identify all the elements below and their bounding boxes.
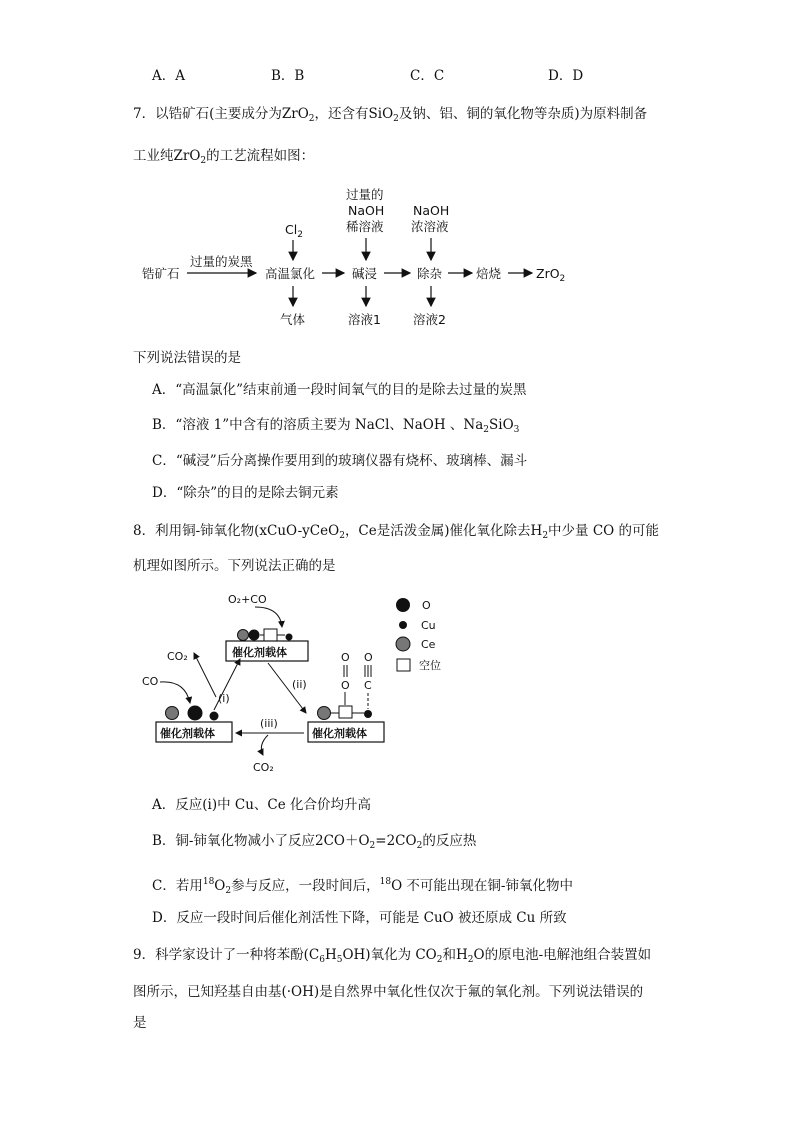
option-d: D．D	[548, 68, 584, 84]
q8-option-c: C．若用$^{18}O_2$参与反应，一段时间后，$^{18}$O 不可能出现在铜-铈氧化物中	[152, 877, 573, 896]
legend-ce: Ce	[421, 638, 436, 651]
legend-vacancy-icon	[397, 659, 410, 671]
flow-solution2: 溶液2	[413, 312, 446, 327]
option-c: C．C	[410, 68, 445, 84]
mechanism-diagram	[130, 585, 480, 780]
label-co2-top: CO₂	[167, 650, 188, 663]
flow-gas: 气体	[280, 312, 306, 327]
vacancy	[264, 629, 277, 641]
process-flowchart	[130, 180, 590, 335]
q9-stem-line2: 图所示，已知羟基自由基(·OH)是自然界中氧化性仅次于氟的氧化剂。下列说法错误的	[133, 984, 644, 1000]
flow-cl2: $Cl_2$	[285, 222, 303, 240]
q8-option-a: A．反应(i)中 Cu、Ce 化合价均升高	[152, 797, 372, 813]
q9-stem-line3: 是	[133, 1015, 147, 1031]
label-c-adsorbed: C	[364, 679, 372, 692]
flow-step-calcine: 焙烧	[476, 266, 502, 281]
label-step-ii: (ii)	[292, 678, 307, 691]
flow-product: ZrO$_2$	[536, 266, 566, 284]
label-step-i: (i)	[218, 692, 230, 705]
label-co-in: CO	[142, 675, 159, 688]
flow-step-purify: 除杂	[417, 266, 443, 281]
label-o-adsorbed: O	[341, 651, 350, 664]
cu-atom	[286, 634, 293, 641]
flow-naoh2-l2: 浓溶液	[411, 219, 449, 234]
q7-stem-line2: 工业纯ZrO$_2$的工艺流程如图：	[133, 148, 315, 166]
option-a: A．A	[152, 68, 185, 84]
support-right: 催化剂载体	[312, 727, 367, 740]
option-b: B．B	[271, 68, 305, 84]
q7-option-c: C．“碱浸”后分离操作要用到的玻璃仪器有烧杯、玻璃棒、漏斗	[152, 453, 528, 469]
q7-option-a: A．“高温氯化”结束前通一段时间氧气的目的是除去过量的炭黑	[152, 382, 527, 398]
q8-stem-line1: 8．利用铜-铈氧化物(xCuO-yCeO$_2$，Ce是活泼金属)催化氧化除去$H_2$中少量 CO 的可能	[133, 523, 660, 541]
legend-o-icon	[396, 598, 410, 612]
q8-option-b: B．铜-铈氧化物减小了反应$2CO+O_2=2CO_2$的反应热	[152, 833, 477, 851]
svg-text:O: O	[341, 679, 350, 692]
support-left: 催化剂载体	[160, 727, 215, 740]
label-co2-bottom: CO₂	[253, 761, 274, 774]
q8-stem-line2: 机理如图所示。下列说法正确的是	[133, 558, 336, 574]
flow-solution1: 溶液1	[348, 312, 381, 327]
q7-option-d: D．“除杂”的目的是除去铜元素	[152, 485, 339, 501]
legend-o: O	[422, 599, 431, 612]
q7-ask: 下列说法错误的是	[133, 350, 241, 366]
flow-naoh1-l3: 稀溶液	[346, 219, 384, 234]
legend-cu: Cu	[421, 619, 436, 632]
flow-step-alkali: 碱浸	[352, 266, 378, 281]
flow-naoh1-l1: 过量的	[346, 187, 384, 202]
flow-carbon: 过量的炭黑	[190, 254, 253, 269]
flow-naoh2-l1: NaOH	[413, 203, 450, 218]
q9-stem-line1: 9．科学家设计了一种将苯酚$(C_6H_5OH)$氧化为 $CO_2$和$H_2O$的原电池-电解池组合装置如	[133, 947, 652, 965]
legend-cu-icon	[399, 621, 407, 629]
q8-option-d: D．反应一段时间后催化剂活性下降，可能是 CuO 被还原成 Cu 所致	[152, 910, 567, 926]
flow-naoh1-l2: NaOH	[348, 203, 385, 218]
q7-stem-line1: 7．以锆矿石(主要成分为ZrO$_2$，还含有SiO$_2$及钠、铝、铜的氧化物等杂质)为原料制备	[133, 106, 648, 124]
q7-option-b: B．“溶液 1”中含有的溶质主要为 NaCl、NaOH 、$Na_2SiO_3$	[152, 417, 520, 435]
flow-step-chlorination: 高温氯化	[265, 266, 316, 281]
svg-text:O: O	[364, 651, 373, 664]
flow-ore: 锆矿石	[142, 266, 180, 281]
ce-atom	[238, 630, 249, 641]
legend-ce-icon	[396, 637, 410, 651]
support-top: 催化剂载体	[232, 646, 287, 659]
label-o2-co: O₂+CO	[228, 593, 267, 606]
legend-vacancy: 空位	[419, 659, 441, 672]
o-atom	[249, 630, 260, 641]
label-step-iii: (iii)	[260, 717, 278, 730]
